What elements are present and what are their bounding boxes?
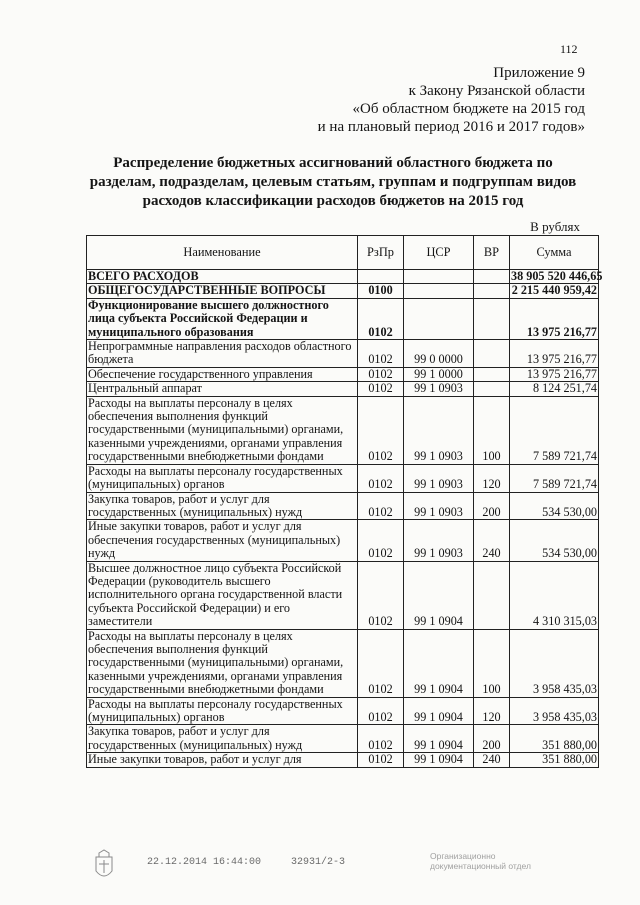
table-row [87, 520, 599, 561]
footer-timestamp: 22.12.2014 16:44:00 [147, 857, 262, 868]
column-header-rzpr: РзПр [358, 236, 404, 270]
cell-name: Непрограммные направления расходов областного бюджета [87, 340, 358, 368]
cell-vr [474, 270, 510, 284]
cell-rzpr: 0102 [358, 753, 404, 767]
cell-csr [404, 270, 474, 284]
cell-name: Центральный аппарат [87, 382, 358, 396]
cell-rzpr: 0102 [358, 520, 404, 561]
table-row [87, 561, 599, 629]
cell-csr: 99 1 0903 [404, 382, 474, 396]
table-row [87, 629, 599, 697]
cell-csr: 99 1 0903 [404, 492, 474, 520]
cell-rzpr: 0102 [358, 298, 404, 339]
cell-vr: 100 [474, 396, 510, 464]
cell-sum: 13 975 216,77 [510, 340, 599, 368]
table-row [87, 340, 599, 368]
cell-name: Расходы на выплаты персоналу государственных (муниципальных) органов [87, 697, 358, 725]
cell-csr: 99 1 0904 [404, 629, 474, 697]
table-row [87, 753, 599, 767]
cell-name: Расходы на выплаты персоналу в целях обеспечения выполнения функций государственными (муниципальными) органами, казенными учреждениями, органами управления государственными внебюджетными фондами [87, 629, 358, 697]
cell-name: ВСЕГО РАСХОДОВ [87, 270, 358, 284]
cell-name: Иные закупки товаров, работ и услуг для [87, 753, 358, 767]
cell-csr: 99 1 0903 [404, 520, 474, 561]
table-row [87, 298, 599, 339]
appendix-line: к Закону Рязанской области [408, 83, 585, 99]
cell-csr [404, 298, 474, 339]
cell-csr: 99 1 0904 [404, 561, 474, 629]
cell-vr: 200 [474, 492, 510, 520]
table-row [87, 382, 599, 396]
cell-name: Обеспечение государственного управления [87, 367, 358, 381]
appendix-line: «Об областном бюджете на 2015 год [352, 101, 585, 117]
table-row [87, 270, 599, 284]
table-row [87, 697, 599, 725]
table-row [87, 367, 599, 381]
cell-vr [474, 382, 510, 396]
cell-name: Расходы на выплаты персоналу государственных (муниципальных) органов [87, 464, 358, 492]
cell-vr: 120 [474, 464, 510, 492]
table-body [87, 269, 603, 768]
cell-sum: 534 530,00 [510, 520, 599, 561]
cell-sum: 7 589 721,74 [510, 396, 599, 464]
cell-sum: 351 880,00 [510, 725, 599, 753]
column-header-sum: Сумма [510, 236, 599, 270]
cell-csr: 99 1 0903 [404, 396, 474, 464]
cell-vr [474, 367, 510, 381]
page-number: 112 [560, 42, 578, 56]
department-stamp [430, 851, 531, 871]
cell-name: Закупка товаров, работ и услуг для государственных (муниципальных) нужд [87, 492, 358, 520]
cell-vr [474, 284, 510, 298]
cell-name: Закупка товаров, работ и услуг для государственных (муниципальных) нужд [87, 725, 358, 753]
cell-name: Расходы на выплаты персоналу в целях обеспечения выполнения функций государственными (муниципальными) органами, казенными учреждениями, органами управления государственными внебюджетными фондами [87, 396, 358, 464]
cell-sum: 534 530,00 [510, 492, 599, 520]
cell-rzpr: 0100 [358, 284, 404, 298]
cell-name: Иные закупки товаров, работ и услуг для обеспечения государственных (муниципальных) нужд [87, 520, 358, 561]
table-row [87, 492, 599, 520]
column-header-csr: ЦСР [404, 236, 474, 270]
cell-sum: 4 310 315,03 [510, 561, 599, 629]
table-row [87, 725, 599, 753]
cell-sum: 351 880,00 [510, 753, 599, 767]
appendix-line: Приложение 9 [493, 65, 585, 81]
coat-of-arms-icon [92, 849, 116, 883]
appendix-header [318, 64, 585, 136]
document-title: Распределение бюджетных ассигнований областного бюджета по разделам, подразделам, целевым статьям, группам и подгруппам видов расходов классификации расходов бюджетов на 2015 год [89, 155, 577, 209]
cell-sum: 13 975 216,77 [510, 298, 599, 339]
cell-sum: 2 215 440 959,42 [510, 284, 599, 298]
cell-rzpr: 0102 [358, 629, 404, 697]
cell-vr [474, 298, 510, 339]
cell-sum: 38 905 520 446,65 [511, 269, 603, 283]
cell-vr [474, 561, 510, 629]
cell-vr: 240 [474, 520, 510, 561]
cell-rzpr: 0102 [358, 492, 404, 520]
column-header-vr: ВР [474, 236, 510, 270]
cell-rzpr: 0102 [358, 396, 404, 464]
cell-name: Функционирование высшего должностного лица субъекта Российской Федерации и муниципального образования [87, 298, 358, 339]
cell-vr [474, 340, 510, 368]
table-row [87, 464, 599, 492]
table-row [87, 396, 599, 464]
cell-csr: 99 0 0000 [404, 340, 474, 368]
cell-sum: 7 589 721,74 [510, 464, 599, 492]
budget-table [86, 235, 603, 768]
cell-csr: 99 1 0904 [404, 697, 474, 725]
cell-rzpr: 0102 [358, 697, 404, 725]
cell-sum: 3 958 435,03 [510, 629, 599, 697]
appendix-line: и на плановый период 2016 и 2017 годов» [317, 119, 585, 135]
cell-csr: 99 1 0904 [404, 753, 474, 767]
cell-rzpr [358, 270, 404, 284]
cell-name: ОБЩЕГОСУДАРСТВЕННЫЕ ВОПРОСЫ [87, 284, 358, 298]
cell-rzpr: 0102 [358, 367, 404, 381]
cell-csr [404, 284, 474, 298]
cell-rzpr: 0102 [358, 464, 404, 492]
cell-rzpr: 0102 [358, 340, 404, 368]
cell-vr: 240 [474, 753, 510, 767]
cell-sum: 8 124 251,74 [510, 382, 599, 396]
stamp-line: Организационно [430, 851, 496, 861]
cell-vr: 200 [474, 725, 510, 753]
cell-rzpr: 0102 [358, 561, 404, 629]
cell-csr: 99 1 0904 [404, 725, 474, 753]
table-row [87, 284, 599, 298]
currency-note: В рублях [530, 219, 580, 234]
cell-rzpr: 0102 [358, 725, 404, 753]
cell-csr: 99 1 0903 [404, 464, 474, 492]
cell-csr: 99 1 0000 [404, 367, 474, 381]
footer-doc-id: 32931/2-3 [291, 857, 346, 868]
cell-sum: 3 958 435,03 [510, 697, 599, 725]
table-header-row [87, 236, 599, 270]
cell-sum: 13 975 216,77 [510, 367, 599, 381]
stamp-line: документационный отдел [430, 861, 531, 871]
cell-vr: 120 [474, 697, 510, 725]
cell-name: Высшее должностное лицо субъекта Российской Федерации (руководитель высшего исполнительного органа государственной власти субъекта Российской Федерации) и его заместители [87, 561, 358, 629]
column-header-name: Наименование [87, 236, 358, 270]
cell-vr: 100 [474, 629, 510, 697]
footer [147, 857, 369, 868]
cell-rzpr: 0102 [358, 382, 404, 396]
